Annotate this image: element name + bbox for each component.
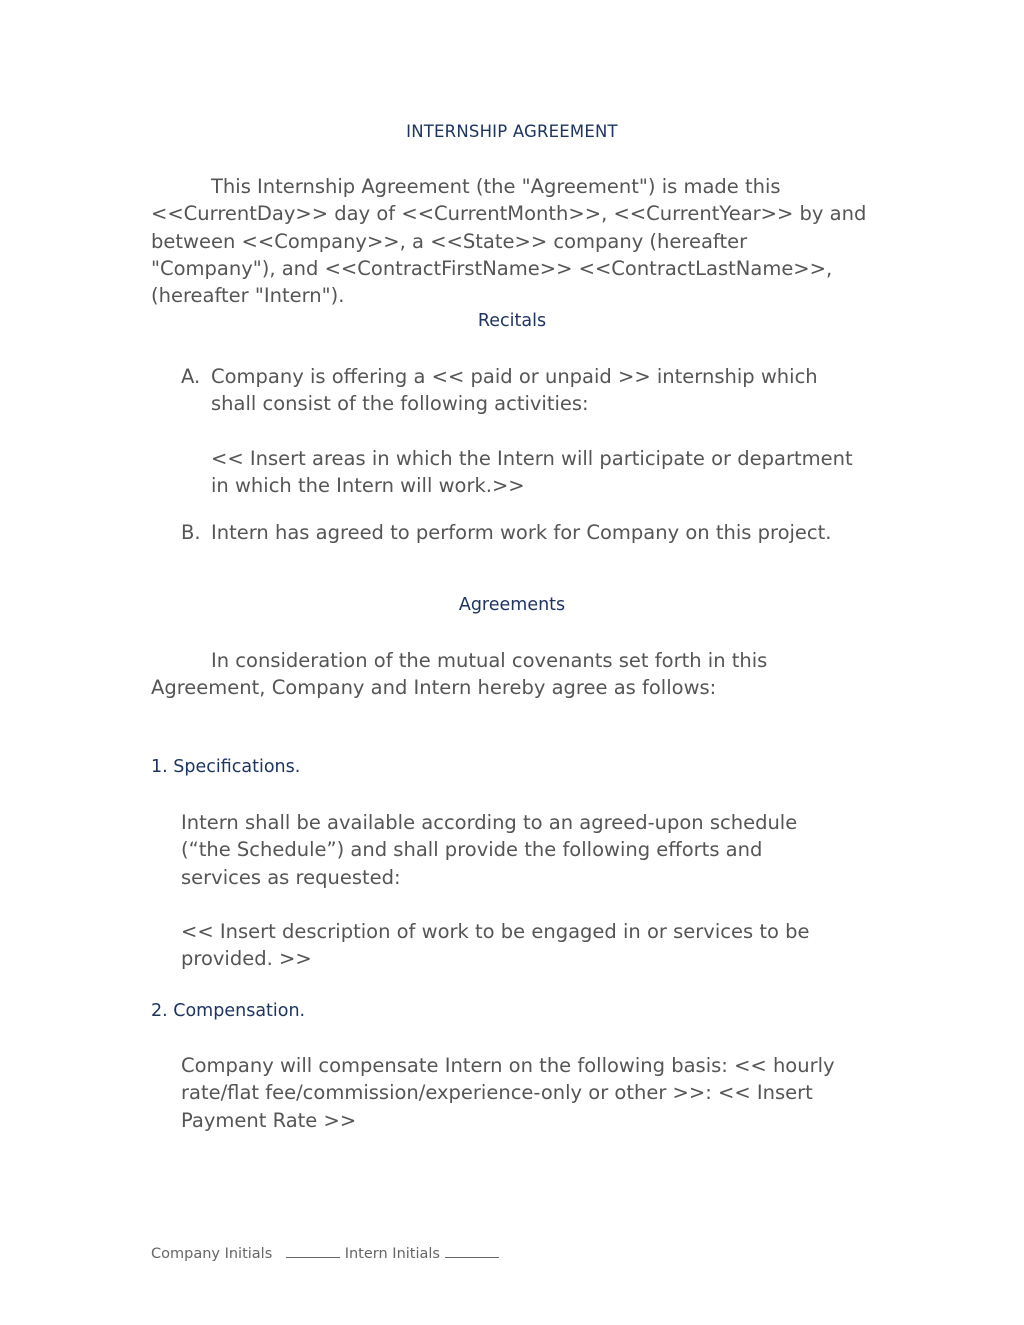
company-initials-line[interactable] [286, 1245, 340, 1258]
recitals-heading: Recitals [477, 311, 547, 331]
agreements-heading: Agreements [458, 595, 566, 615]
section-1-paragraph-2: << Insert description of work to be engaged in or services to be provided. >> [181, 920, 810, 971]
section-2-paragraph-1: Company will compensate Intern on the following basis: << hourly rate/flat fee/commission/experience-only or other >>: << Insert Payment Rate >> [181, 1054, 835, 1132]
document-title: INTERNSHIP AGREEMENT [406, 122, 618, 141]
recital-b-text: Intern has agreed to perform work for Company on this project. [211, 521, 832, 544]
agreements-intro: In consideration of the mutual covenants set forth in this Agreement, Company and Intern hereby agree as follows: [151, 649, 768, 700]
recital-b-marker: B. [181, 521, 201, 544]
section-2-heading: 2. Compensation. [151, 1001, 306, 1021]
initials-footer [151, 1245, 499, 1262]
recital-a-marker: A. [181, 365, 201, 388]
recital-a-subtext: << Insert areas in which the Intern will participate or department in which the Intern will work.>> [211, 447, 853, 498]
intern-initials-label: Intern Initials [344, 1246, 440, 1262]
intro-paragraph: This Internship Agreement (the "Agreement") is made this <<CurrentDay>> day of <<CurrentMonth>>, <<CurrentYear>> by and between <<Company>>, a <<State>> company (hereafter "Company"), and <<ContractFirstName>> <<ContractLastName>>, (hereafter "Intern"). [151, 175, 867, 308]
recital-a-text: Company is offering a << paid or unpaid >> internship which shall consist of the following activities: [211, 365, 818, 416]
company-initials-label: Company Initials [151, 1246, 273, 1262]
section-1-paragraph-1: Intern shall be available according to an agreed-upon schedule (“the Schedule”) and shall provide the following efforts and services as requested: [181, 811, 798, 889]
section-1-heading: 1. Specifications. [151, 757, 301, 777]
intern-initials-line[interactable] [445, 1245, 499, 1258]
